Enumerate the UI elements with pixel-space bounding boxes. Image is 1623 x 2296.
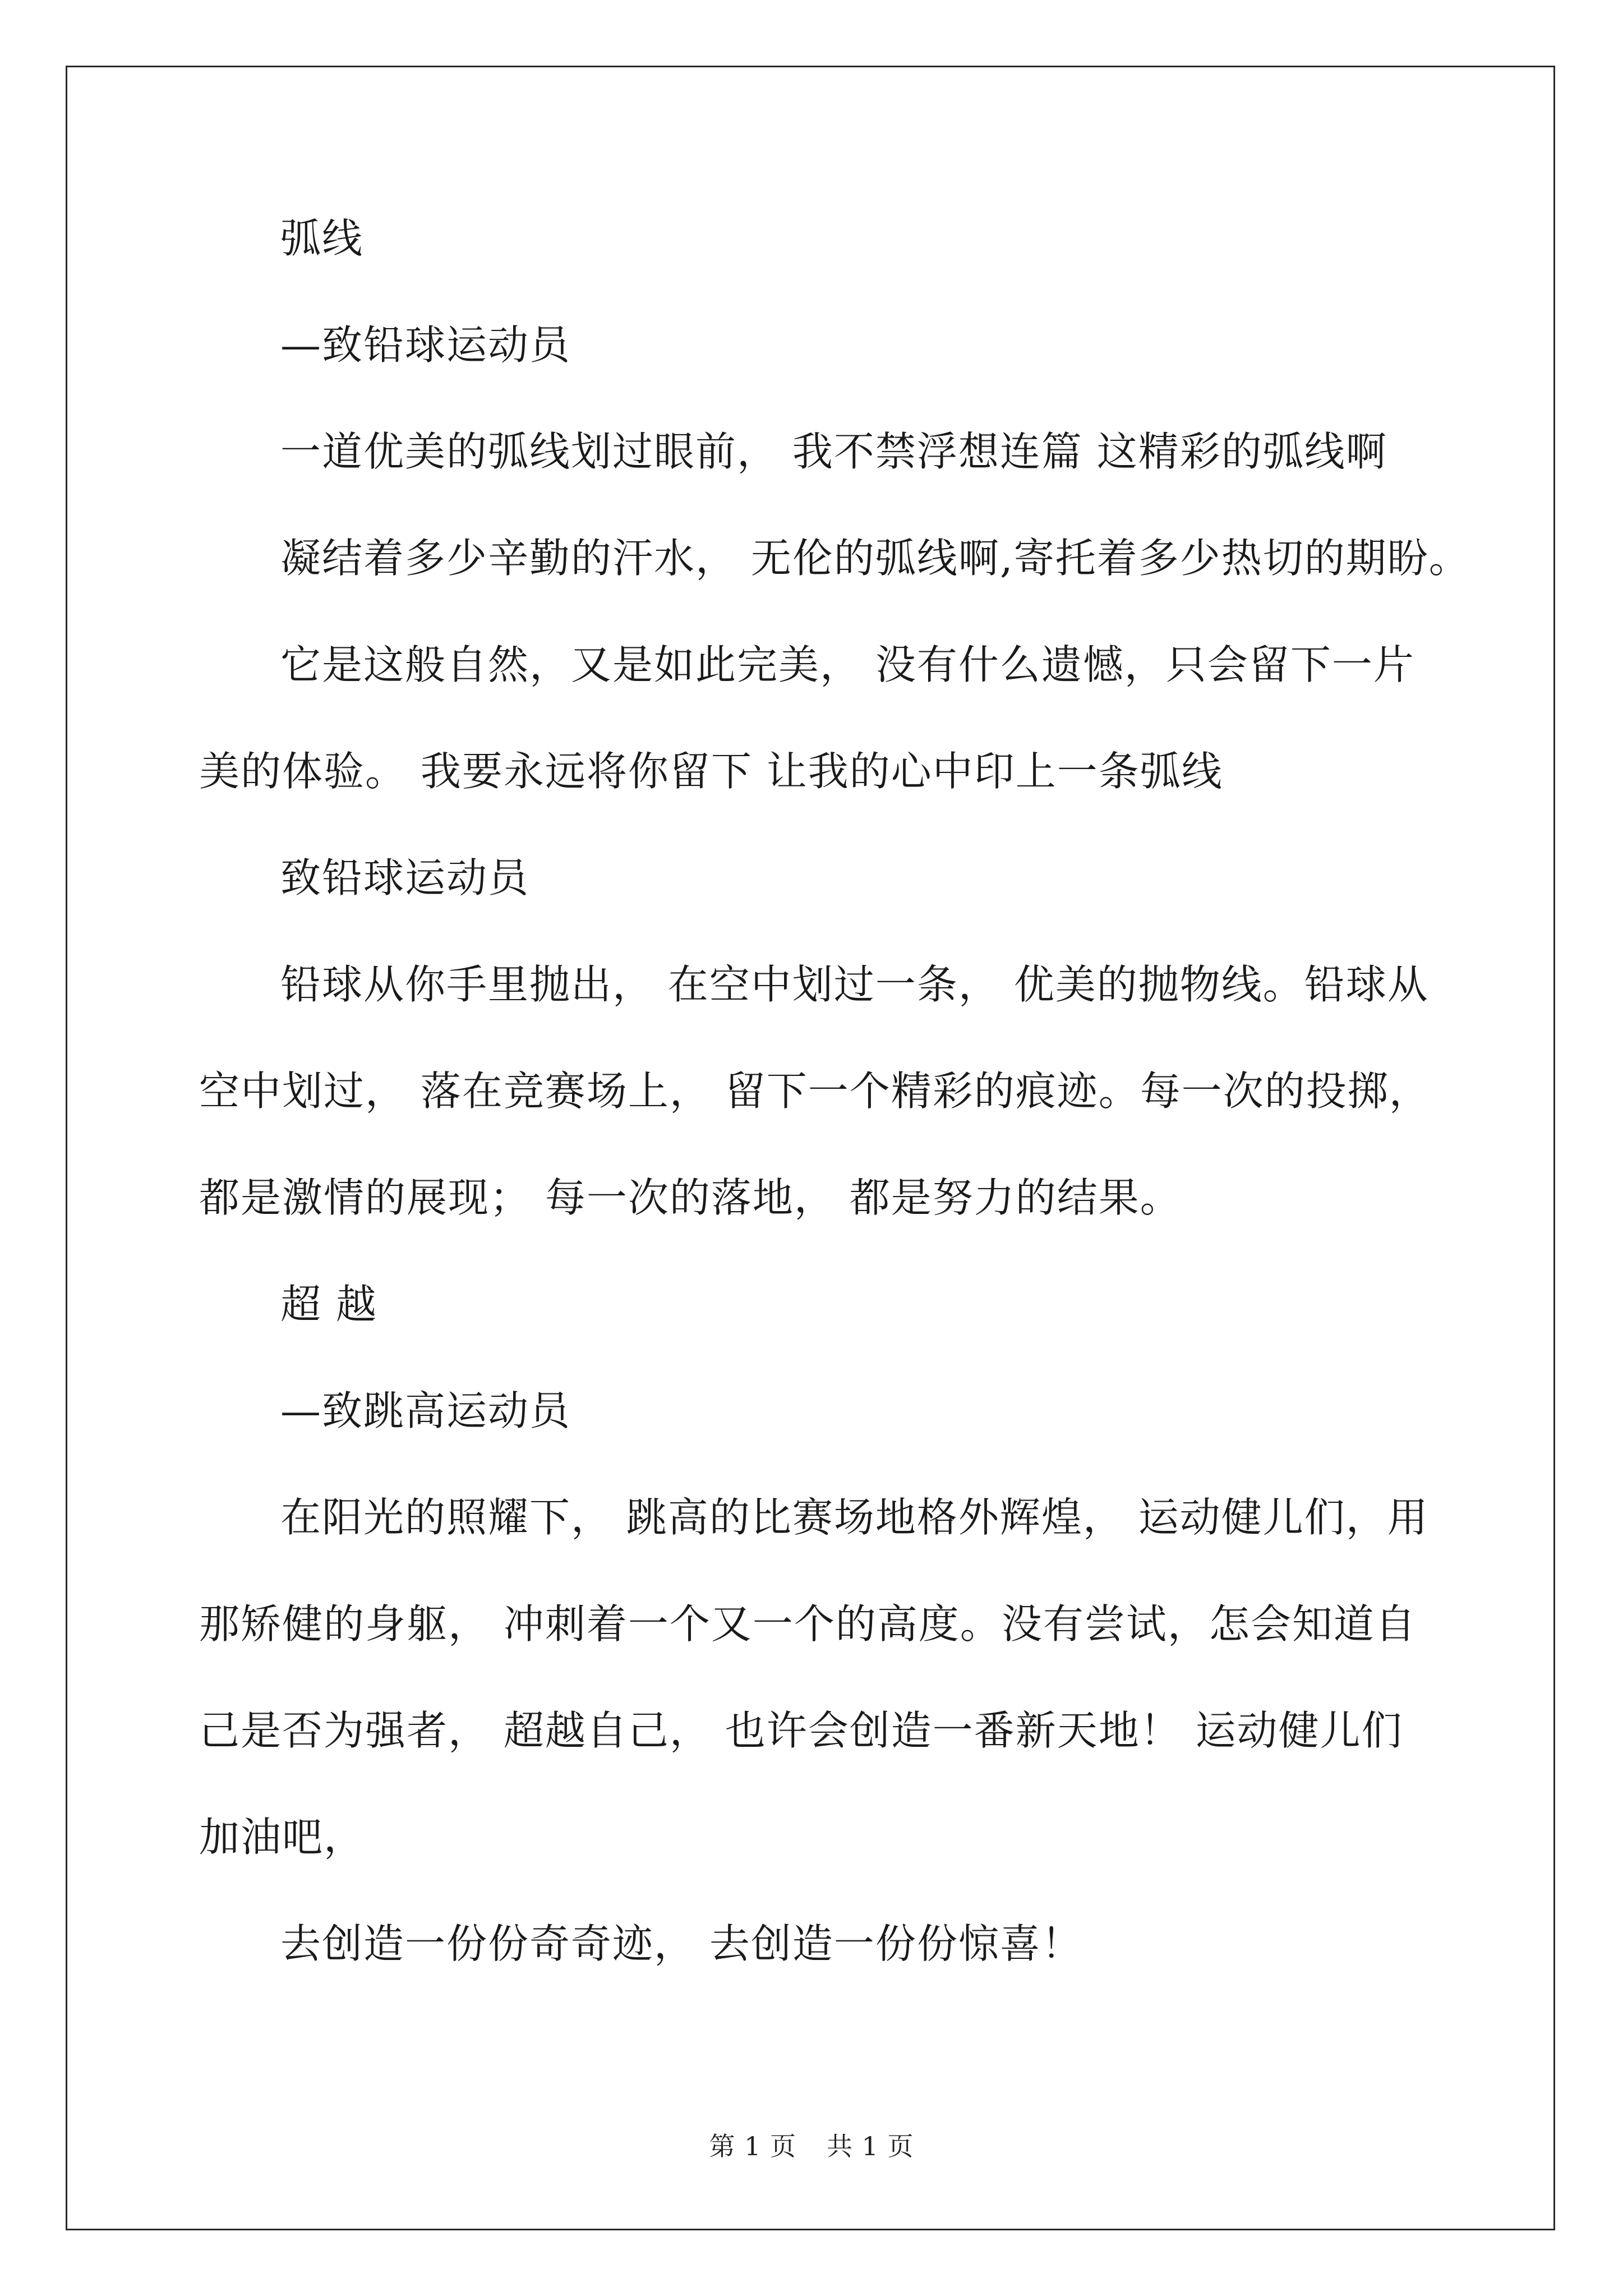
poem-title-surpass: 超 越 <box>280 1281 377 1328</box>
page-number-current: 第 1 页 <box>709 2131 796 2161</box>
paragraph: 在阳光的照耀下， 跳高的比赛场地格外辉煌， 运动健儿们，用那矫健的身躯， 冲刺着一个又一个的高度。没有尝试，怎会知道自己是否为强者， 超越自己， 也许会创造一番新天地！ 运动健儿们加油吧， <box>199 1494 1429 1861</box>
section-heading-shotput: 致铅球运动员 <box>280 854 530 901</box>
page-number-total: 共 1 页 <box>827 2131 914 2161</box>
poem-subtitle-highjump: —致跳高运动员 <box>280 1387 571 1434</box>
document-body <box>199 185 1470 1997</box>
paragraph: 去创造一份份奇奇迹， 去创造一份份惊喜！ <box>280 1920 1083 1967</box>
paragraph: 铅球从你手里抛出， 在空中划过一条， 优美的抛物线。铅球从空中划过， 落在竞赛场上， 留下一个精彩的痕迹。每一次的投掷，都是激情的展现； 每一次的落地， 都是努力的结果。 <box>199 961 1431 1221</box>
page-footer <box>0 2126 1623 2163</box>
poem-title-arc: 弧线 <box>280 215 364 262</box>
paragraph: 它是这般自然，又是如此完美， 没有什么遗憾，只会留下一片美的体验。 我要永远将你留下 让我的心中印上一条弧线 <box>199 641 1415 795</box>
paragraph: 凝结着多少辛勤的汗水， 无伦的弧线啊,寄托着多少热切的期盼。 <box>280 535 1470 582</box>
poem-subtitle-shotput: —致铅球运动员 <box>280 321 571 369</box>
paragraph: 一道优美的弧线划过眼前， 我不禁浮想连篇 这精彩的弧线啊 <box>280 428 1387 475</box>
